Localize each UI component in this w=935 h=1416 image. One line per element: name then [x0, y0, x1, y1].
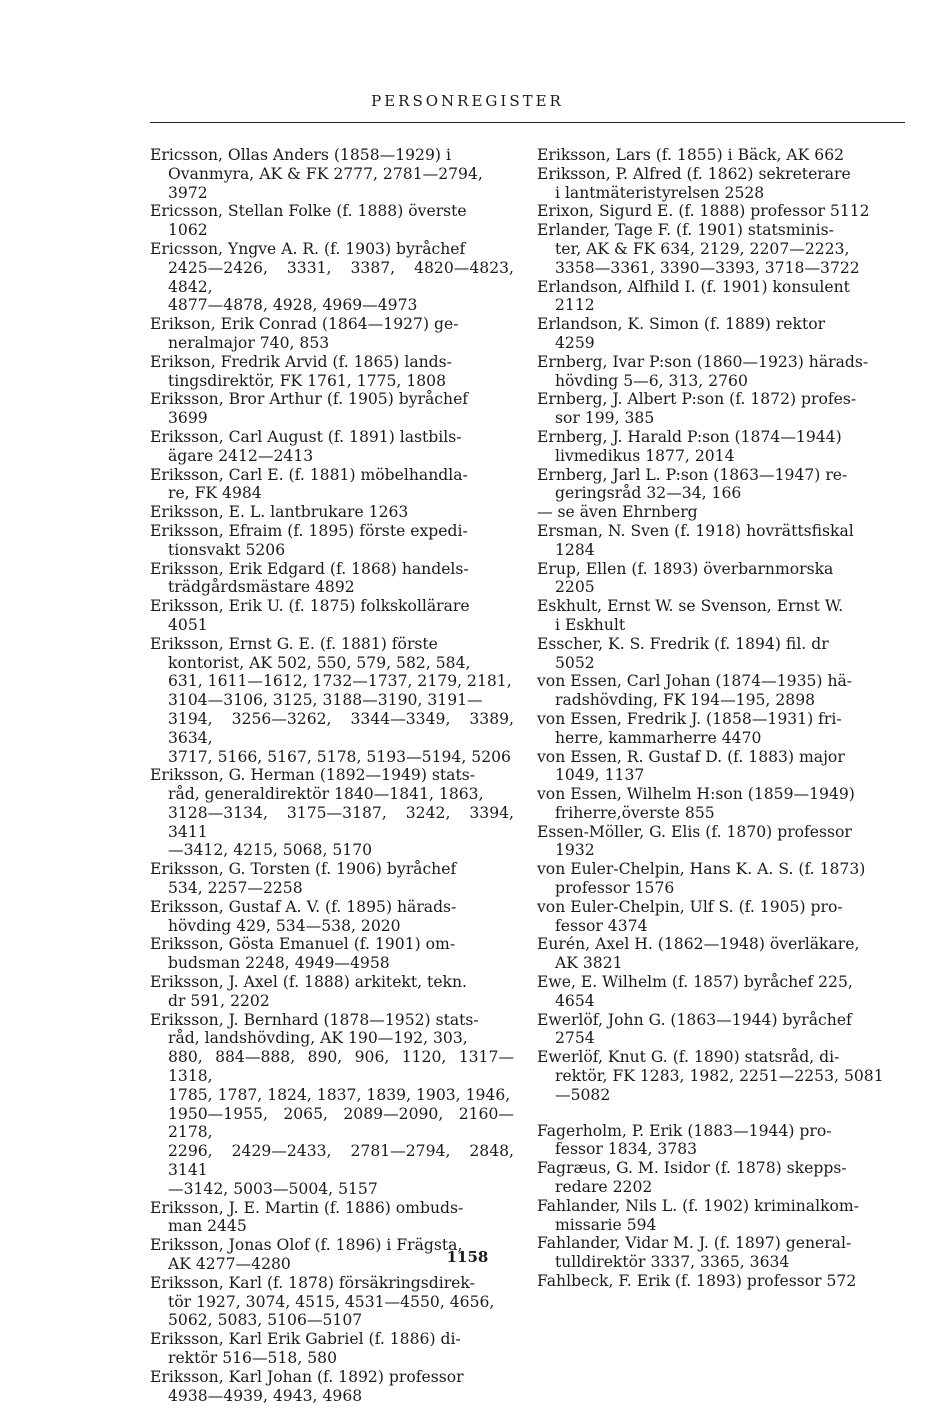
index-entry	[537, 860, 905, 898]
index-entry	[150, 860, 514, 898]
entry-continuation-line: 2754	[555, 1029, 595, 1048]
running-header: PERSONREGISTER	[371, 92, 564, 110]
index-entry	[150, 597, 514, 635]
entry-continuation-line: 1049, 1137	[555, 766, 645, 785]
index-entry	[150, 466, 514, 504]
entry-name-line: Eriksson, P. Alfred (f. 1862) sekreterare	[537, 164, 851, 183]
entry-continuation-line: friherre,överste 855	[555, 803, 715, 822]
entry-continuation-line: 3699	[168, 409, 208, 428]
entry-continuation-line: fessor 1834, 3783	[555, 1140, 698, 1159]
index-entry	[150, 202, 514, 240]
entry-name-line: Eriksson, Carl E. (f. 1881) möbelhandla-	[150, 465, 468, 484]
index-entry	[537, 315, 905, 353]
entry-continuation-line: Ovanmyra, AK & FK 2777, 2781—2794,	[168, 164, 483, 183]
entry-name-line: Eriksson, G. Torsten (f. 1906) byråchef	[150, 860, 457, 879]
entry-continuation-line: man 2445	[168, 1217, 247, 1236]
index-entry	[150, 1330, 514, 1368]
entry-name-line: Eurén, Axel H. (1862—1948) överläkare,	[537, 935, 860, 954]
index-entry	[150, 1274, 514, 1330]
entry-name-line: Ernberg, J. Albert P:son (f. 1872) profes-	[537, 390, 857, 409]
entry-continuation-line: 2205	[555, 578, 595, 597]
index-entry	[537, 1272, 905, 1291]
index-entry	[537, 390, 905, 428]
index-entry	[537, 278, 905, 316]
entry-name-line: Erlandson, Alfhild I. (f. 1901) konsulent	[537, 277, 850, 296]
entry-name-line: Erlander, Tage F. (f. 1901) statsminis-	[537, 221, 834, 240]
index-entry	[537, 672, 905, 710]
entry-continuation-line: 2112	[555, 296, 595, 315]
entry-name-line: Eriksson, Efraim (f. 1895) förste expedi-	[150, 521, 468, 540]
index-entry	[537, 466, 905, 504]
entry-name-line: Ernberg, Jarl L. P:son (1863—1947) re-	[537, 465, 848, 484]
index-entry	[537, 785, 905, 823]
entry-name-line: Eriksson, Jonas Olof (f. 1896) i Frägsta,	[150, 1236, 463, 1255]
entry-continuation-line: herre, kammarherre 4470	[555, 728, 762, 747]
index-entry	[150, 935, 514, 973]
entry-name-line: Eriksson, Erik Edgard (f. 1868) handels-	[150, 559, 469, 578]
index-entry	[537, 428, 905, 466]
entry-name-line: Eriksson, Gustaf A. V. (f. 1895) härads-	[150, 897, 457, 916]
entry-name-line: Eriksson, J. Axel (f. 1888) arkitekt, tekn.	[150, 973, 467, 992]
header-rule	[150, 122, 905, 123]
entry-continuation-line: 4259	[555, 333, 595, 352]
entry-continuation-line: hövding 429, 534—538, 2020	[168, 916, 401, 935]
entry-name-line: Ericsson, Yngve A. R. (f. 1903) byråchef	[150, 239, 466, 258]
entry-continuation-line: tulldirektör 3337, 3365, 3634	[555, 1253, 790, 1272]
entry-continuation-line: 4051	[168, 615, 208, 634]
index-entry	[150, 315, 514, 353]
entry-name-line: Ewerlöf, Knut G. (f. 1890) statsråd, di-	[537, 1048, 840, 1067]
entry-name-line: Eriksson, Bror Arthur (f. 1905) byråchef	[150, 390, 469, 409]
entry-continuation-line: —3142, 5003—5004, 5157	[168, 1179, 378, 1198]
index-entry	[537, 1122, 905, 1160]
index-entry	[537, 353, 905, 391]
entry-name-line: von Essen, Fredrik J. (1858—1931) fri-	[537, 709, 842, 728]
entry-name-line: Fagræus, G. M. Isidor (f. 1878) skepps-	[537, 1159, 847, 1178]
index-entry	[150, 1368, 514, 1406]
entry-continuation-line: fessor 4374	[555, 916, 648, 935]
entry-continuation-line: 1785, 1787, 1824, 1837, 1839, 1903, 1946,	[168, 1085, 511, 1104]
entry-name-line: Erup, Ellen (f. 1893) överbarnmorska	[537, 559, 834, 578]
entry-name-line: — se även Ehrnberg	[537, 503, 698, 522]
index-entry	[150, 240, 514, 315]
index-entry	[537, 221, 905, 277]
entry-continuation-line: 1062	[168, 221, 208, 240]
entry-name-line: Eriksson, Karl Johan (f. 1892) professor	[150, 1367, 464, 1386]
entry-continuation-line: tör 1927, 3074, 4515, 4531—4550, 4656,	[168, 1292, 495, 1311]
entry-name-line: Erikson, Erik Conrad (1864—1927) ge-	[150, 315, 459, 334]
entry-continuation-line: professor 1576	[555, 879, 675, 898]
entry-continuation-line: kontorist, AK 502, 550, 579, 582, 584,	[168, 653, 471, 672]
entry-continuation-line: 1950—1955, 2065, 2089—2090, 2160—2178,	[168, 1104, 514, 1142]
entry-name-line: Eriksson, J. Bernhard (1878—1952) stats-	[150, 1010, 479, 1029]
entry-continuation-line: missarie 594	[555, 1215, 657, 1234]
entry-name-line: von Euler-Chelpin, Ulf S. (f. 1905) pro-	[537, 897, 843, 916]
index-entry	[537, 146, 905, 165]
entry-continuation-line: 2296, 2429—2433, 2781—2794, 2848, 3141	[168, 1142, 514, 1180]
index-entry	[537, 1159, 905, 1197]
index-entry	[150, 898, 514, 936]
entry-name-line: Fahlbeck, F. Erik (f. 1893) professor 572	[537, 1272, 857, 1291]
entry-continuation-line: 3128—3134, 3175—3187, 3242, 3394, 3411	[168, 803, 514, 841]
entry-name-line: von Essen, Wilhelm H:son (1859—1949)	[537, 785, 855, 804]
entry-name-line: Eriksson, Karl (f. 1878) försäkringsdirek-	[150, 1273, 475, 1292]
entry-continuation-line: 631, 1611—1612, 1732—1737, 2179, 2181,	[168, 672, 512, 691]
index-entry	[150, 1011, 514, 1199]
entry-name-line: Eriksson, Lars (f. 1855) i Bäck, AK 662	[537, 146, 845, 164]
entry-name-line: Fagerholm, P. Erik (1883—1944) pro-	[537, 1121, 832, 1140]
entry-continuation-line: 3972	[168, 183, 208, 202]
index-entry	[537, 165, 905, 203]
entry-name-line: Eriksson, Erik U. (f. 1875) folkskollärare	[150, 597, 470, 616]
entry-continuation-line: sor 199, 385	[555, 409, 655, 428]
entry-continuation-line: 4877—4878, 4928, 4969—4973	[168, 296, 418, 315]
entry-name-line: von Euler-Chelpin, Hans K. A. S. (f. 1873)	[537, 860, 866, 879]
entry-name-line: Erixon, Sigurd E. (f. 1888) professor 5112	[537, 202, 870, 221]
entry-name-line: Esscher, K. S. Fredrik (f. 1894) fil. dr	[537, 634, 829, 653]
entry-continuation-line: 1284	[555, 540, 595, 559]
entry-continuation-line: hövding 5—6, 313, 2760	[555, 371, 748, 390]
index-entry	[537, 522, 905, 560]
entry-continuation-line: AK 3821	[555, 954, 623, 973]
entry-continuation-line: 4654	[555, 991, 595, 1010]
entry-name-line: Eriksson, E. L. lantbrukare 1263	[150, 503, 409, 522]
entry-continuation-line: budsman 2248, 4949—4958	[168, 954, 390, 973]
entry-continuation-line: 2425—2426, 3331, 3387, 4820—4823, 4842,	[168, 258, 514, 296]
entry-name-line: Eriksson, Carl August (f. 1891) lastbils-	[150, 427, 462, 446]
index-entry	[537, 898, 905, 936]
entry-continuation-line: i Eskhult	[555, 615, 626, 634]
entry-continuation-line: radshövding, FK 194—195, 2898	[555, 691, 816, 710]
entry-name-line: Eriksson, Karl Erik Gabriel (f. 1886) di-	[150, 1330, 461, 1349]
entry-continuation-line: neralmajor 740, 853	[168, 333, 330, 352]
entry-continuation-line: tingsdirektör, FK 1761, 1775, 1808	[168, 371, 446, 390]
entry-continuation-line: 1932	[555, 841, 595, 860]
entry-name-line: Eriksson, J. E. Martin (f. 1886) ombuds-	[150, 1198, 464, 1217]
entry-continuation-line: råd, landshövding, AK 190—192, 303,	[168, 1029, 468, 1048]
entry-continuation-line: trädgårdsmästare 4892	[168, 578, 355, 597]
entry-name-line: Fahlander, Vidar M. J. (f. 1897) general-	[537, 1234, 852, 1253]
entry-name-line: Eriksson, G. Herman (1892—1949) stats-	[150, 766, 475, 785]
page-number: 1158	[446, 1248, 489, 1266]
entry-name-line: Ernberg, J. Harald P:son (1874—1944)	[537, 427, 842, 446]
index-entry	[537, 823, 905, 861]
index-entry	[537, 503, 905, 522]
entry-continuation-line: 3104—3106, 3125, 3188—3190, 3191—	[168, 691, 483, 710]
entry-name-line: von Essen, R. Gustaf D. (f. 1883) major	[537, 747, 845, 766]
index-entry	[150, 146, 514, 202]
entry-continuation-line: redare 2202	[555, 1178, 653, 1197]
entry-name-line: Eriksson, Ernst G. E. (f. 1881) förste	[150, 634, 438, 653]
entry-continuation-line: 4938—4939, 4943, 4968	[168, 1386, 363, 1405]
entry-name-line: Ericsson, Stellan Folke (f. 1888) överste	[150, 202, 467, 221]
entry-name-line: Essen-Möller, G. Elis (f. 1870) professor	[537, 822, 852, 841]
entry-continuation-line: 5062, 5083, 5106—5107	[168, 1311, 363, 1330]
entry-name-line: Fahlander, Nils L. (f. 1902) kriminalkom-	[537, 1196, 859, 1215]
entry-name-line: Eskhult, Ernst W. se Svenson, Ernst W.	[537, 597, 844, 616]
entry-continuation-line: ägare 2412—2413	[168, 446, 314, 465]
entry-continuation-line: 3194, 3256—3262, 3344—3349, 3389, 3634,	[168, 709, 514, 747]
index-entry	[537, 710, 905, 748]
index-entry	[150, 560, 514, 598]
index-entry	[537, 1197, 905, 1235]
index-entry	[537, 748, 905, 786]
entry-name-line: Eriksson, Gösta Emanuel (f. 1901) om-	[150, 935, 456, 954]
entry-continuation-line: —3412, 4215, 5068, 5170	[168, 841, 373, 860]
entry-continuation-line: 3717, 5166, 5167, 5178, 5193—5194, 5206	[168, 747, 511, 766]
entry-continuation-line: 880, 884—888, 890, 906, 1120, 1317—1318,	[168, 1048, 514, 1086]
index-entry	[150, 766, 514, 860]
entry-continuation-line: —5082	[555, 1085, 611, 1104]
index-entry	[537, 935, 905, 973]
entry-continuation-line: rektör 516—518, 580	[168, 1349, 337, 1367]
entry-name-line: Erlandson, K. Simon (f. 1889) rektor	[537, 315, 826, 334]
index-entry	[150, 1199, 514, 1237]
index-entry	[150, 503, 514, 522]
index-entry	[537, 560, 905, 598]
entry-continuation-line: dr 591, 2202	[168, 991, 270, 1010]
entry-continuation-line: 5052	[555, 653, 595, 672]
entry-continuation-line: 3358—3361, 3390—3393, 3718—3722	[555, 258, 860, 277]
entry-name-line: Erikson, Fredrik Arvid (f. 1865) lands-	[150, 352, 452, 371]
entry-continuation-line: 534, 2257—2258	[168, 879, 303, 898]
entry-continuation-line: livmedikus 1877, 2014	[555, 446, 735, 465]
entry-continuation-line: tionsvakt 5206	[168, 540, 286, 559]
entry-name-line: von Essen, Carl Johan (1874—1935) hä-	[537, 672, 853, 691]
index-entry	[537, 1048, 905, 1104]
index-entry	[537, 1011, 905, 1049]
entry-name-line: Ericsson, Ollas Anders (1858—1929) i	[150, 146, 451, 164]
entry-continuation-line: ter, AK & FK 634, 2129, 2207—2223,	[555, 239, 850, 258]
entry-name-line: Ernberg, Ivar P:son (1860—1923) härads-	[537, 352, 869, 371]
entry-name-line: Ewe, E. Wilhelm (f. 1857) byråchef 225,	[537, 973, 853, 992]
index-entry	[537, 202, 905, 221]
index-entry	[150, 428, 514, 466]
index-entry	[537, 973, 905, 1011]
entry-continuation-line: re, FK 4984	[168, 484, 262, 503]
index-entry	[150, 973, 514, 1011]
right-column	[537, 146, 905, 1291]
index-entry	[150, 522, 514, 560]
index-entry	[150, 635, 514, 767]
index-entry	[537, 597, 905, 635]
index-entry	[150, 390, 514, 428]
entry-name-line: Ewerlöf, John G. (1863—1944) byråchef	[537, 1010, 852, 1029]
index-entry	[537, 635, 905, 673]
entry-continuation-line: råd, generaldirektör 1840—1841, 1863,	[168, 785, 484, 804]
entry-name-line: Ersman, N. Sven (f. 1918) hovrättsfiskal	[537, 521, 854, 540]
left-column	[150, 146, 514, 1405]
entry-continuation-line: AK 4277—4280	[168, 1255, 291, 1274]
index-entry	[150, 353, 514, 391]
entry-continuation-line: rektör, FK 1283, 1982, 2251—2253, 5081	[555, 1067, 884, 1086]
entry-continuation-line: geringsråd 32—34, 166	[555, 484, 742, 503]
entry-continuation-line: i lantmäteristyrelsen 2528	[555, 183, 765, 202]
